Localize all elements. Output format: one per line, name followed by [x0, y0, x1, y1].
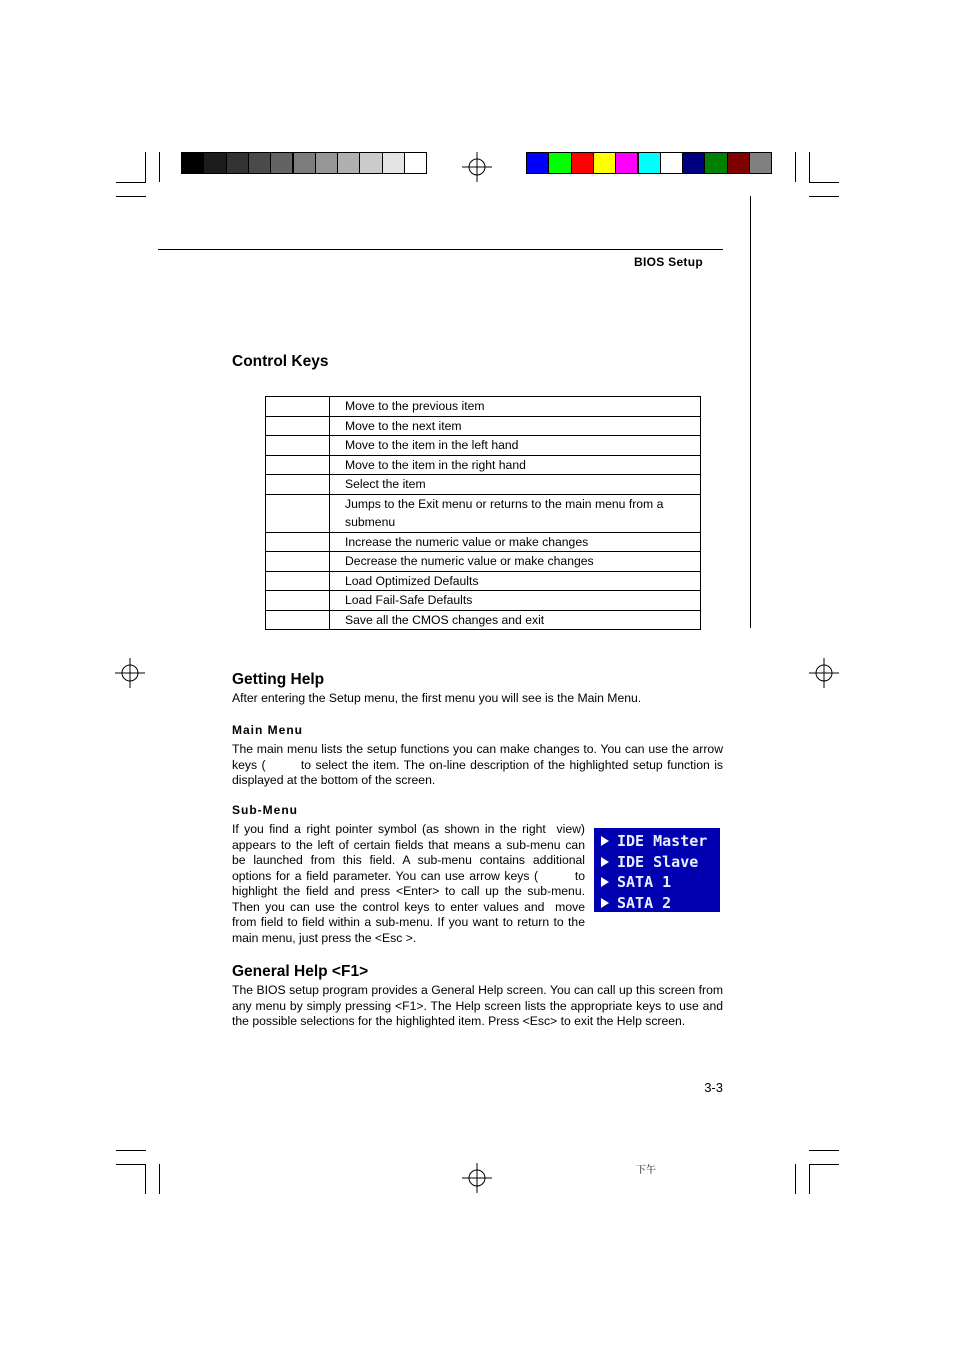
key-description: Load Fail-Safe Defaults	[330, 591, 701, 611]
key-cell	[266, 610, 330, 630]
crop-mark	[116, 1164, 146, 1165]
bios-menu-item-label: SATA 2	[617, 893, 672, 912]
bios-menu-item	[594, 893, 720, 914]
key-description: Decrease the numeric value or make changes	[330, 552, 701, 572]
key-cell	[266, 552, 330, 572]
color-swatch	[727, 152, 750, 174]
crop-mark	[116, 196, 146, 197]
table-row	[266, 494, 701, 532]
header-rule	[158, 249, 723, 250]
crop-mark	[809, 1164, 839, 1165]
main-menu-title: Main Menu	[232, 723, 303, 737]
key-cell	[266, 571, 330, 591]
getting-help-intro: After entering the Setup menu, the first menu you will see is the Main Menu.	[232, 691, 642, 705]
crop-mark	[795, 1164, 796, 1194]
crop-mark	[116, 182, 146, 183]
crop-mark	[145, 1164, 146, 1194]
registration-mark-icon	[115, 658, 145, 688]
crop-mark	[116, 1150, 146, 1151]
bios-menu-item	[594, 872, 720, 893]
table-row	[266, 455, 701, 475]
gray-swatch	[181, 152, 204, 174]
right-pointer-icon	[601, 877, 609, 887]
main-menu-text: The main menu lists the setup functions you can make changes to. You can use the arrow keys ( to select the item. The on-line description of the highlighted setup function is displayed at the bottom of the screen.	[232, 742, 727, 787]
key-description: Save all the CMOS changes and exit	[330, 610, 701, 630]
control-keys-title: Control Keys	[232, 353, 329, 370]
key-cell	[266, 591, 330, 611]
table-row	[266, 475, 701, 495]
key-description: Move to the item in the left hand	[330, 436, 701, 456]
crop-mark	[809, 196, 839, 197]
key-cell	[266, 475, 330, 495]
key-description: Increase the numeric value or make changes	[330, 532, 701, 552]
gray-swatch	[404, 152, 427, 174]
general-help-text: The BIOS setup program provides a General Help screen. You can call up this screen from any menu by simply pressing <F1>. The Help screen lists the appropriate keys to use and the possible selections for the highlighted item. Press <Esc> to exit the Help screen.	[232, 983, 723, 1028]
bios-menu-item-label: SATA 1	[617, 873, 672, 892]
gray-swatch	[203, 152, 226, 174]
color-swatch	[615, 152, 638, 174]
crop-mark	[795, 152, 796, 182]
gray-swatch	[337, 152, 360, 174]
crop-mark	[159, 1164, 160, 1194]
gray-swatch	[382, 152, 405, 174]
crop-mark	[809, 182, 839, 183]
bios-submenu-screenshot	[594, 828, 720, 912]
bios-menu-item-label: IDE Slave	[617, 852, 699, 871]
right-pointer-icon	[601, 898, 609, 908]
table-row	[266, 552, 701, 572]
color-swatch	[548, 152, 571, 174]
crop-mark	[159, 152, 160, 182]
table-row	[266, 416, 701, 436]
color-swatch	[682, 152, 705, 174]
key-description: Move to the item in the right hand	[330, 455, 701, 475]
color-swatch	[749, 152, 772, 174]
color-swatch	[526, 152, 549, 174]
color-swatch	[704, 152, 727, 174]
crop-mark	[809, 1164, 810, 1194]
section-label: BIOS Setup	[633, 255, 703, 269]
table-row	[266, 571, 701, 591]
registration-mark-icon	[462, 1163, 492, 1193]
gray-swatch	[270, 152, 293, 174]
color-swatch	[593, 152, 616, 174]
gray-swatch	[226, 152, 249, 174]
table-row	[266, 610, 701, 630]
right-pointer-icon	[601, 857, 609, 867]
table-row	[266, 397, 701, 417]
table-row	[266, 591, 701, 611]
key-description: Load Optimized Defaults	[330, 571, 701, 591]
key-cell	[266, 455, 330, 475]
bios-menu-item	[594, 852, 720, 873]
crop-mark	[809, 1150, 839, 1151]
table-row	[266, 532, 701, 552]
sub-menu-title: Sub-Menu	[232, 803, 298, 817]
key-cell	[266, 416, 330, 436]
registration-mark-icon	[809, 658, 839, 688]
gray-swatch	[293, 152, 316, 174]
right-pointer-icon	[601, 836, 609, 846]
print-mark: 下午	[636, 1165, 656, 1176]
gray-swatch	[359, 152, 382, 174]
crop-mark	[809, 152, 810, 182]
bios-menu-item	[594, 831, 720, 852]
gray-swatch	[248, 152, 271, 174]
key-cell	[266, 436, 330, 456]
getting-help-title: Getting Help	[232, 671, 325, 688]
key-description: Select the item	[330, 475, 701, 495]
key-description: Move to the previous item	[330, 397, 701, 417]
color-swatch	[571, 152, 594, 174]
crop-mark	[145, 152, 146, 182]
table-row	[266, 436, 701, 456]
registration-mark-icon	[462, 152, 492, 182]
page-number: 3-3	[704, 1080, 723, 1095]
sub-menu-text: If you find a right pointer symbol (as shown in the right view) appears to the left of certain fields that means a sub-menu can be launched from this field. A sub-menu contains additional options for a field parameter. You can use arrow keys ( to highlight the field and press <Enter> to call up the sub-menu. Then you can use the control keys to enter values and move from field to field within a sub-menu. If you want to return to the main menu, just press the <Esc >.	[232, 822, 589, 945]
key-cell	[266, 494, 330, 532]
gray-swatch	[315, 152, 338, 174]
key-description: Move to the next item	[330, 416, 701, 436]
color-swatch	[638, 152, 661, 174]
bios-menu-item-label: IDE Master	[617, 832, 708, 851]
key-cell	[266, 397, 330, 417]
control-keys-table	[265, 396, 701, 630]
margin-line	[750, 196, 751, 628]
key-cell	[266, 532, 330, 552]
color-swatch	[660, 152, 683, 174]
key-description: Jumps to the Exit menu or returns to the main menu from a submenu	[330, 494, 701, 532]
general-help-title: General Help <F1>	[232, 963, 369, 980]
